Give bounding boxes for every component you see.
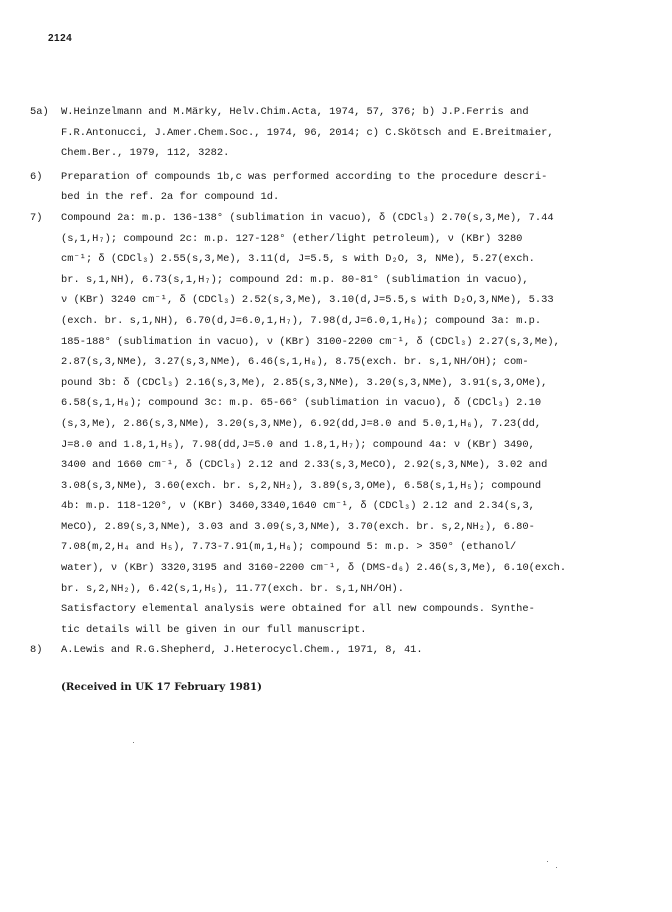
scan-speck [133, 742, 134, 743]
reference-line: Chem.Ber., 1979, 112, 3282. [61, 147, 230, 160]
reference-line: 3.08(s,3,NMe), 3.60(exch. br. s,2,NH₂), 3.89(s,3,OMe), 6.58(s,1,H₅); compound [61, 479, 542, 492]
reference-line: MeCO), 2.89(s,3,NMe), 3.03 and 3.09(s,3,NMe), 3.70(exch. br. s,2,NH₂), 6.80- [61, 520, 535, 533]
reference-line: 3400 and 1660 cm⁻¹, δ (CDCl₃) 2.12 and 2.33(s,3,MeCO), 2.92(s,3,NMe), 3.02 and [61, 459, 548, 472]
reference-line: 7.08(m,2,H₄ and H₅), 7.73-7.91(m,1,H₆); compound 5: m.p. > 350° (ethanol/ [61, 541, 517, 554]
reference-line: 6.58(s,1,H₆); compound 3c: m.p. 65-66° (sublimation in vacuo), δ (CDCl₃) 2.10 [61, 397, 542, 410]
reference-line: pound 3b: δ (CDCl₃) 2.16(s,3,Me), 2.85(s,3,NMe), 3.20(s,3,NMe), 3.91(s,3,OMe), [61, 376, 548, 389]
reference-list [30, 102, 640, 661]
reference-8 [30, 640, 640, 661]
reference-line: F.R.Antonucci, J.Amer.Chem.Soc., 1974, 96, 2014; c) C.Skötsch and E.Breitmaier, [61, 126, 554, 139]
reference-line: water), ν (KBr) 3320,3195 and 3160-2200 cm⁻¹, δ (DMS-d₆) 2.46(s,3,Me), 6.10(exch. [61, 562, 567, 575]
reference-line: 4b: m.p. 118-120°, ν (KBr) 3460,3340,1640 cm⁻¹, δ (CDCl₃) 2.12 and 2.34(s,3, [61, 500, 535, 513]
reference-line: Compound 2a: m.p. 136-138° (sublimation in vacuo), δ (CDCl₃) 2.70(s,3,Me), 7.44 [61, 211, 554, 224]
reference-line: A.Lewis and R.G.Shepherd, J.Heterocycl.Chem., 1971, 8, 41. [61, 644, 423, 657]
page-number: 2124 [48, 33, 73, 44]
reference-label: 6) [30, 170, 43, 183]
scan-speck [547, 861, 548, 862]
reference-6 [30, 167, 640, 208]
reference-label: 5a) [30, 106, 49, 118]
reference-line: J=8.0 and 1.8,1,H₅), 7.98(dd,J=5.0 and 1.8,1,H₇); compound 4a: ν (KBr) 3490, [61, 438, 535, 451]
reference-line: Preparation of compounds 1b,c was performed according to the procedure descri- [61, 170, 548, 183]
reference-line: 2.87(s,3,NMe), 3.27(s,3,NMe), 6.46(s,1,H₆), 8.75(exch. br. s,1,NH/OH); com- [61, 356, 529, 369]
reference-line: 185-188° (sublimation in vacuo), ν (KBr) 3100-2200 cm⁻¹, δ (CDCl₃) 2.27(s,3,Me), [61, 335, 560, 348]
reference-line: tic details will be given in our full manuscript. [61, 623, 367, 636]
reference-line: bed in the ref. 2a for compound 1d. [61, 191, 280, 204]
reference-line: br. s,2,NH₂), 6.42(s,1,H₅), 11.77(exch. br. s,1,NH/OH). [61, 582, 404, 595]
reference-line: Satisfactory elemental analysis were obtained for all new compounds. Synthe- [61, 603, 535, 616]
reference-line: (s,3,Me), 2.86(s,3,NMe), 3.20(s,3,NMe), 6.92(dd,J=8.0 and 5.0,1,H₆), 7.23(dd, [61, 417, 542, 430]
reference-line: (s,1,H₇); compound 2c: m.p. 127-128° (ether/light petroleum), ν (KBr) 3280 [61, 232, 523, 245]
scan-speck [556, 867, 557, 868]
reference-5 [30, 102, 640, 164]
reference-label: 7) [30, 211, 43, 224]
reference-line: br. s,1,NH), 6.73(s,1,H₇); compound 2d: m.p. 80-81° (sublimation in vacuo), [61, 273, 529, 286]
reference-label: 8) [30, 644, 43, 657]
reference-7 [30, 208, 640, 640]
reference-line: (exch. br. s,1,NH), 6.70(d,J=6.0,1,H₇), 7.98(d,J=6.0,1,H₆); compound 3a: m.p. [61, 314, 542, 327]
received-note: (Received in UK 17 February 1981) [61, 681, 262, 693]
reference-line: cm⁻¹; δ (CDCl₃) 2.55(s,3,Me), 3.11(d, J=5.5, s with D₂O, 3, NMe), 5.27(exch. [61, 253, 535, 266]
reference-line: ν (KBr) 3240 cm⁻¹, δ (CDCl₃) 2.52(s,3,Me), 3.10(d,J=5.5,s with D₂O,3,NMe), 5.33 [61, 294, 554, 307]
reference-line: W.Heinzelmann and M.Märky, Helv.Chim.Acta, 1974, 57, 376; b) J.P.Ferris and [61, 106, 529, 118]
